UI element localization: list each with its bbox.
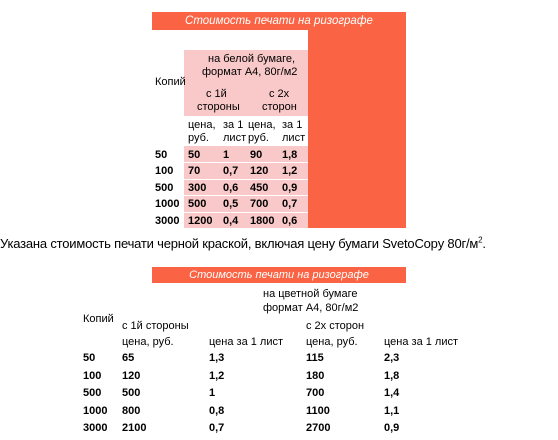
table1-price2-label-line2: руб. bbox=[248, 132, 269, 144]
table-cell: 1,3 bbox=[209, 352, 225, 364]
table-cell: 50 bbox=[188, 149, 201, 161]
table1-per-sheet2-label-line1: за 1 bbox=[282, 119, 303, 131]
table2-price2-label: цена, руб. bbox=[306, 336, 358, 348]
table2-paper-header-line2: формат А4, 80г/м2 bbox=[263, 302, 359, 314]
table-cell: 1100 bbox=[306, 405, 330, 417]
table-cell: 90 bbox=[250, 149, 263, 161]
table-row: 1000 bbox=[83, 405, 108, 417]
table2-title: Стоимость печати на ризографе bbox=[152, 267, 406, 283]
table-cell: 2,3 bbox=[384, 352, 400, 364]
table-cell: 70 bbox=[188, 165, 201, 177]
table-row: 100 bbox=[155, 165, 174, 177]
table-cell: 2100 bbox=[122, 422, 147, 434]
table-cell: 0,6 bbox=[223, 182, 239, 194]
table1-orange-panel bbox=[308, 30, 406, 228]
table-cell: 1200 bbox=[188, 215, 213, 227]
table-cell: 0,9 bbox=[282, 182, 298, 194]
table2-price-label: цена, руб. bbox=[122, 336, 174, 348]
table2-one-side-header: с 1й стороны bbox=[122, 320, 189, 332]
table1-paper-header-line2: формат А4, 80г/м2 bbox=[202, 66, 298, 78]
table-cell: 500 bbox=[188, 198, 207, 210]
table1-two-side-line2: сторон bbox=[262, 101, 297, 113]
table1-price-label-line2: руб. bbox=[188, 132, 209, 144]
price-note-text: Указана стоимость печати черной краской, включая цену бумаги SvetoCopy 80г/м bbox=[0, 236, 479, 251]
table-cell: 1,8 bbox=[384, 370, 400, 382]
table-cell: 1 bbox=[223, 149, 230, 161]
table-row: 50 bbox=[83, 352, 96, 364]
table-row: 3000 bbox=[155, 215, 180, 227]
table2-paper-header-line1: на цветной бумаге bbox=[263, 288, 358, 300]
table-cell: 1,4 bbox=[384, 387, 400, 399]
table-cell: 0,7 bbox=[282, 198, 298, 210]
table-cell: 1,2 bbox=[282, 165, 298, 177]
table-cell: 450 bbox=[250, 182, 269, 194]
table-cell: 0,9 bbox=[384, 422, 400, 434]
table-cell: 300 bbox=[188, 182, 207, 194]
table-cell: 0,8 bbox=[209, 405, 225, 417]
table-row: 50 bbox=[155, 149, 168, 161]
table-cell: 800 bbox=[122, 405, 141, 417]
table2-per-sheet2-label: цена за 1 лист bbox=[384, 336, 459, 348]
price-note-period: . bbox=[482, 236, 486, 251]
table-cell: 1 bbox=[209, 387, 216, 399]
price-note-superscript: 2 bbox=[478, 235, 483, 245]
table-cell: 0,5 bbox=[223, 198, 239, 210]
table2-per-sheet-label: цена за 1 лист bbox=[209, 336, 284, 348]
table1-price-label-line1: цена, bbox=[188, 119, 216, 131]
table-cell: 1,8 bbox=[282, 149, 298, 161]
table-cell: 65 bbox=[122, 352, 135, 364]
table-cell: 500 bbox=[122, 387, 141, 399]
table-row: 3000 bbox=[83, 422, 108, 434]
table-cell: 0,7 bbox=[209, 422, 225, 434]
table-cell: 0,7 bbox=[223, 165, 239, 177]
table1-two-side-line1: с 2х bbox=[269, 88, 290, 100]
table2-copies-header: Копий bbox=[83, 313, 114, 325]
table-cell: 2700 bbox=[306, 422, 331, 434]
table-row: 500 bbox=[155, 182, 174, 194]
table-cell: 700 bbox=[306, 387, 325, 399]
table-row: 1000 bbox=[155, 198, 180, 210]
table-cell: 700 bbox=[250, 198, 269, 210]
table-cell: 115 bbox=[306, 352, 324, 364]
table1-copies-header: Копий bbox=[155, 76, 186, 88]
table1-per-sheet-label-line2: лист bbox=[223, 132, 247, 144]
table-cell: 0,6 bbox=[282, 215, 298, 227]
table1-one-side-line2: стороны bbox=[197, 101, 240, 113]
price-note bbox=[0, 236, 558, 252]
table-row: 100 bbox=[83, 370, 102, 382]
table-cell: 1800 bbox=[250, 215, 275, 227]
table-cell: 1,1 bbox=[384, 405, 400, 417]
table-row: 500 bbox=[83, 387, 102, 399]
table1-one-side-line1: с 1й bbox=[206, 88, 227, 100]
table-cell: 1,2 bbox=[209, 370, 225, 382]
table-cell: 0,4 bbox=[223, 215, 239, 227]
table1-per-sheet-label-line1: за 1 bbox=[223, 119, 244, 131]
white-paper-price-table bbox=[152, 12, 406, 228]
table-cell: 180 bbox=[306, 370, 325, 382]
table1-paper-header-line1: на белой бумаге, bbox=[208, 53, 296, 65]
table2-two-side-header: с 2х сторон bbox=[306, 320, 365, 332]
table1-per-sheet2-label-line2: лист bbox=[282, 132, 306, 144]
table-cell: 120 bbox=[122, 370, 141, 382]
table-cell: 120 bbox=[250, 165, 269, 177]
table1-title: Стоимость печати на ризографе bbox=[152, 12, 406, 30]
table1-price2-label-line1: цена, bbox=[248, 119, 276, 131]
